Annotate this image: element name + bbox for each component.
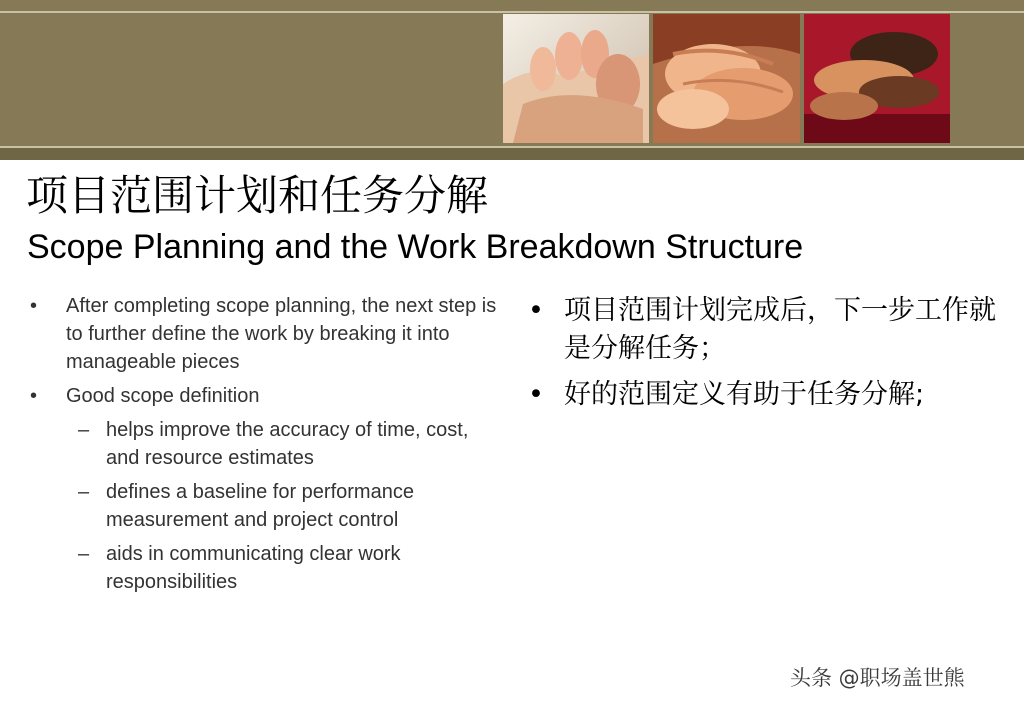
sub-bullet-text: helps improve the accuracy of time, cost, and resource estimates <box>106 419 469 469</box>
dash-icon: – <box>78 481 90 503</box>
header-banner <box>0 0 1024 160</box>
banner-bottom-strip <box>0 148 1024 160</box>
bullet-item <box>528 292 998 368</box>
bullet-text: After completing scope planning, the next step is to further define the work by breaking it into manageable pieces <box>66 295 497 373</box>
photo-baby-hand <box>503 14 649 143</box>
sub-bullet-item <box>30 540 500 596</box>
banner-divider-top <box>0 11 1024 13</box>
dash-icon: – <box>78 543 90 565</box>
watermark: 头条 @职场盖世熊 <box>790 666 965 690</box>
bullet-item <box>528 376 998 414</box>
bullet-text: Good scope definition <box>66 385 260 407</box>
bullet-item <box>30 382 500 410</box>
sub-bullet-item <box>30 416 500 472</box>
slide-title-chinese: 项目范围计划和任务分解 <box>26 171 489 220</box>
bullet-dot-icon: • <box>30 295 38 317</box>
dash-icon: – <box>78 419 90 441</box>
bullet-text: 项目范围计划完成后，下一步工作就是分解任务； <box>564 295 996 364</box>
sub-bullet-text: aids in communicating clear work responsibilities <box>106 543 401 593</box>
bullet-dot-icon: • <box>30 385 38 407</box>
bullet-text: 好的范围定义有助于任务分解; <box>564 379 925 410</box>
sub-bullet-item <box>30 478 500 534</box>
photo-diverse-hands <box>804 14 950 143</box>
photo-hands-holding <box>653 14 800 143</box>
english-bullet-list <box>30 292 500 602</box>
bullet-dot-icon: • <box>528 379 544 410</box>
sub-bullet-text: defines a baseline for performance measurement and project control <box>106 481 414 531</box>
chinese-bullet-list <box>528 292 998 422</box>
bullet-dot-icon: • <box>528 295 544 326</box>
bullet-item <box>30 292 500 376</box>
slide-title-english: Scope Planning and the Work Breakdown Structure <box>27 228 804 266</box>
